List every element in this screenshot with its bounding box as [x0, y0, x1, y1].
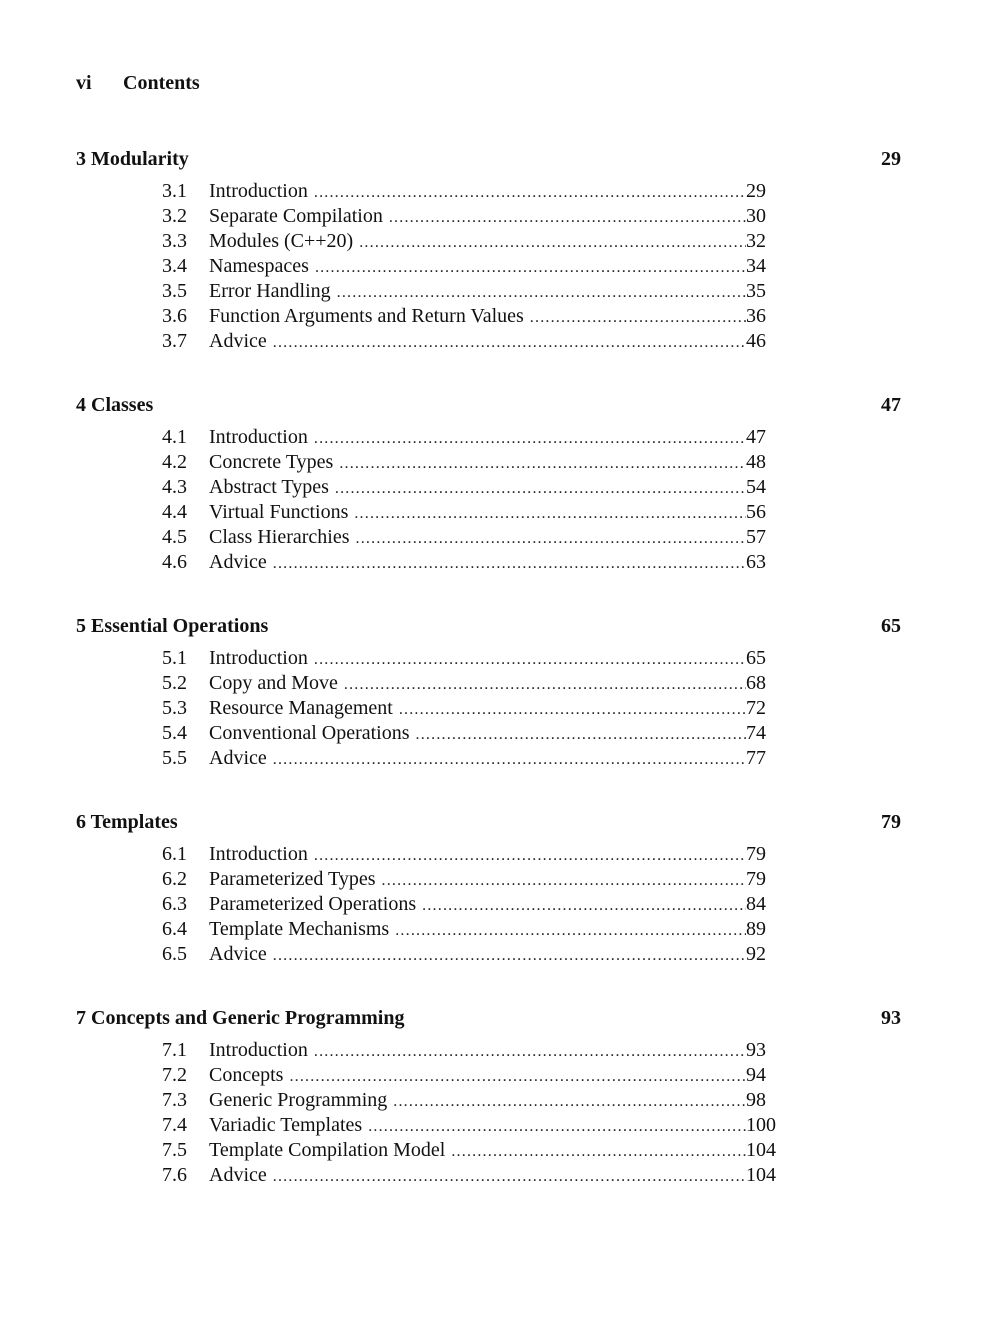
section-page-number: 84: [746, 893, 766, 915]
section-line: [209, 304, 746, 330]
section-page-number: 65: [746, 647, 766, 669]
chapter-page-number: 79: [881, 811, 901, 833]
section-number: 6.1: [162, 843, 187, 865]
chapter-heading[interactable]: [76, 146, 901, 172]
dot-leader: [389, 205, 746, 230]
dot-leader: [314, 1039, 746, 1064]
chapter-page-number: 29: [881, 148, 901, 170]
section-entry[interactable]: [0, 425, 800, 450]
section-page-number: 92: [746, 943, 766, 965]
section-line: [209, 525, 746, 551]
section-title: Introduction: [209, 843, 308, 865]
section-title: Parameterized Operations: [209, 893, 417, 915]
section-page-number: 104: [746, 1164, 776, 1186]
section-title: Introduction: [209, 1039, 308, 1061]
section-entry[interactable]: [0, 1063, 800, 1088]
section-page-number: 89: [746, 918, 766, 940]
section-number: 5.5: [162, 747, 187, 769]
section-line: [209, 746, 746, 772]
section-number: 5.1: [162, 647, 187, 669]
section-title: Conventional Operations: [209, 722, 410, 744]
section-line: [209, 892, 746, 918]
dot-leader: [344, 672, 746, 697]
section-title: Variadic Templates: [209, 1114, 363, 1136]
section-title: Introduction: [209, 647, 308, 669]
dot-leader: [530, 305, 746, 330]
section-title: Error Handling: [209, 280, 331, 302]
section-number: 7.6: [162, 1164, 187, 1186]
page-title: Contents: [123, 72, 200, 94]
section-number: 4.2: [162, 451, 187, 473]
chapter-heading[interactable]: [76, 613, 901, 639]
section-entry[interactable]: [0, 1163, 800, 1188]
section-entry[interactable]: [0, 842, 800, 867]
section-page-number: 29: [746, 180, 766, 202]
section-number: 6.5: [162, 943, 187, 965]
section-entry[interactable]: [0, 646, 800, 671]
section-number: 4.6: [162, 551, 187, 573]
dot-leader: [395, 918, 746, 943]
dot-leader: [393, 1089, 746, 1114]
section-entry[interactable]: [0, 917, 800, 942]
section-number: 3.2: [162, 205, 187, 227]
section-page-number: 68: [746, 672, 766, 694]
section-number: 3.5: [162, 280, 187, 302]
section-entry[interactable]: [0, 1038, 800, 1063]
dot-leader: [315, 255, 746, 280]
section-page-number: 79: [746, 843, 766, 865]
section-number: 3.7: [162, 330, 187, 352]
section-title: Class Hierarchies: [209, 526, 350, 548]
section-entry[interactable]: [0, 942, 800, 967]
section-line: [209, 721, 746, 747]
section-entry[interactable]: [0, 1138, 800, 1163]
section-entry[interactable]: [0, 179, 800, 204]
section-title: Advice: [209, 330, 267, 352]
section-title: Function Arguments and Return Values: [209, 305, 524, 327]
section-title: Advice: [209, 551, 267, 573]
section-entry[interactable]: [0, 304, 800, 329]
chapter-title: 6 Templates: [76, 811, 178, 833]
section-line: [209, 842, 746, 868]
dot-leader: [416, 722, 746, 747]
section-entry[interactable]: [0, 721, 800, 746]
section-page-number: 54: [746, 476, 766, 498]
section-line: [209, 475, 746, 501]
section-number: 3.4: [162, 255, 187, 277]
section-page-number: 74: [746, 722, 766, 744]
section-entry[interactable]: [0, 1113, 800, 1138]
chapter-heading[interactable]: [76, 1005, 901, 1031]
section-number: 5.4: [162, 722, 187, 744]
dot-leader: [314, 647, 746, 672]
section-entry[interactable]: [0, 229, 800, 254]
dot-leader: [382, 868, 747, 893]
section-entry[interactable]: [0, 867, 800, 892]
section-line: [209, 1163, 746, 1189]
section-page-number: 46: [746, 330, 766, 352]
section-entry[interactable]: [0, 500, 800, 525]
section-title: Copy and Move: [209, 672, 338, 694]
dot-leader: [356, 526, 746, 551]
section-line: [209, 867, 746, 893]
section-number: 5.3: [162, 697, 187, 719]
section-number: 7.3: [162, 1089, 187, 1111]
chapter-page-number: 47: [881, 394, 901, 416]
dot-leader: [314, 180, 746, 205]
section-page-number: 34: [746, 255, 766, 277]
section-number: 7.2: [162, 1064, 187, 1086]
dot-leader: [273, 330, 746, 355]
section-line: [209, 671, 746, 697]
section-entry[interactable]: [0, 696, 800, 721]
section-line: [209, 329, 746, 355]
chapter-page-number: 93: [881, 1007, 901, 1029]
section-number: 6.4: [162, 918, 187, 940]
chapter-heading[interactable]: [76, 392, 901, 418]
section-entry[interactable]: [0, 450, 800, 475]
section-entry[interactable]: [0, 475, 800, 500]
chapter-title: 4 Classes: [76, 394, 154, 416]
section-number: 6.2: [162, 868, 187, 890]
dot-leader: [337, 280, 746, 305]
section-line: [209, 646, 746, 672]
section-page-number: 77: [746, 747, 766, 769]
section-line: [209, 204, 746, 230]
section-number: 3.3: [162, 230, 187, 252]
dot-leader: [335, 476, 746, 501]
section-page-number: 79: [746, 868, 766, 890]
section-title: Concepts: [209, 1064, 284, 1086]
section-page-number: 48: [746, 451, 766, 473]
dot-leader: [289, 1064, 746, 1089]
section-title: Separate Compilation: [209, 205, 383, 227]
section-line: [209, 279, 746, 305]
section-title: Abstract Types: [209, 476, 329, 498]
section-page-number: 100: [746, 1114, 776, 1136]
chapter-title: 7 Concepts and Generic Programming: [76, 1007, 405, 1029]
section-title: Template Mechanisms: [209, 918, 390, 940]
section-line: [209, 1063, 746, 1089]
section-number: 5.2: [162, 672, 187, 694]
section-number: 7.1: [162, 1039, 187, 1061]
section-page-number: 56: [746, 501, 766, 523]
dot-leader: [314, 426, 746, 451]
section-entry[interactable]: [0, 746, 800, 771]
section-line: [209, 917, 746, 943]
section-number: 4.3: [162, 476, 187, 498]
section-page-number: 93: [746, 1039, 766, 1061]
section-line: [209, 179, 746, 205]
section-entry[interactable]: [0, 204, 800, 229]
section-title: Advice: [209, 747, 267, 769]
dot-leader: [451, 1139, 746, 1164]
section-page-number: 57: [746, 526, 766, 548]
section-entry[interactable]: [0, 892, 800, 917]
dot-leader: [399, 697, 746, 722]
dot-leader: [339, 451, 746, 476]
section-page-number: 47: [746, 426, 766, 448]
dot-leader: [359, 230, 746, 255]
section-entry[interactable]: [0, 254, 800, 279]
section-line: [209, 450, 746, 476]
chapter-heading[interactable]: [76, 809, 901, 835]
section-title: Advice: [209, 1164, 267, 1186]
section-title: Advice: [209, 943, 267, 965]
dot-leader: [273, 943, 746, 968]
section-entry[interactable]: [0, 525, 800, 550]
section-line: [209, 1113, 746, 1139]
section-line: [209, 229, 746, 255]
section-page-number: 35: [746, 280, 766, 302]
dot-leader: [273, 551, 746, 576]
section-title: Template Compilation Model: [209, 1139, 446, 1161]
running-head: [76, 70, 200, 96]
section-page-number: 36: [746, 305, 766, 327]
section-number: 6.3: [162, 893, 187, 915]
dot-leader: [273, 1164, 746, 1189]
section-title: Resource Management: [209, 697, 393, 719]
section-page-number: 72: [746, 697, 766, 719]
dot-leader: [422, 893, 746, 918]
section-entry[interactable]: [0, 329, 800, 354]
section-number: 7.4: [162, 1114, 187, 1136]
section-title: Namespaces: [209, 255, 309, 277]
section-line: [209, 942, 746, 968]
dot-leader: [273, 747, 746, 772]
section-number: 3.1: [162, 180, 187, 202]
section-number: 3.6: [162, 305, 187, 327]
section-line: [209, 1038, 746, 1064]
section-number: 4.1: [162, 426, 187, 448]
dot-leader: [314, 843, 746, 868]
section-title: Modules (C++20): [209, 230, 354, 252]
section-line: [209, 500, 746, 526]
section-entry[interactable]: [0, 550, 800, 575]
section-entry[interactable]: [0, 1088, 800, 1113]
section-title: Virtual Functions: [209, 501, 349, 523]
section-page-number: 98: [746, 1089, 766, 1111]
section-line: [209, 1088, 746, 1114]
section-line: [209, 254, 746, 280]
section-page-number: 63: [746, 551, 766, 573]
page-number: vi: [76, 72, 92, 94]
section-number: 4.4: [162, 501, 187, 523]
section-entry[interactable]: [0, 279, 800, 304]
section-page-number: 32: [746, 230, 766, 252]
section-page-number: 30: [746, 205, 766, 227]
section-number: 7.5: [162, 1139, 187, 1161]
dot-leader: [368, 1114, 746, 1139]
section-title: Parameterized Types: [209, 868, 376, 890]
chapter-page-number: 65: [881, 615, 901, 637]
section-line: [209, 1138, 746, 1164]
section-line: [209, 425, 746, 451]
section-number: 4.5: [162, 526, 187, 548]
section-line: [209, 696, 746, 722]
section-line: [209, 550, 746, 576]
section-page-number: 94: [746, 1064, 766, 1086]
section-page-number: 104: [746, 1139, 776, 1161]
chapter-title: 3 Modularity: [76, 148, 189, 170]
section-title: Generic Programming: [209, 1089, 388, 1111]
dot-leader: [354, 501, 746, 526]
section-title: Introduction: [209, 426, 308, 448]
section-title: Introduction: [209, 180, 308, 202]
section-entry[interactable]: [0, 671, 800, 696]
chapter-title: 5 Essential Operations: [76, 615, 269, 637]
section-title: Concrete Types: [209, 451, 334, 473]
